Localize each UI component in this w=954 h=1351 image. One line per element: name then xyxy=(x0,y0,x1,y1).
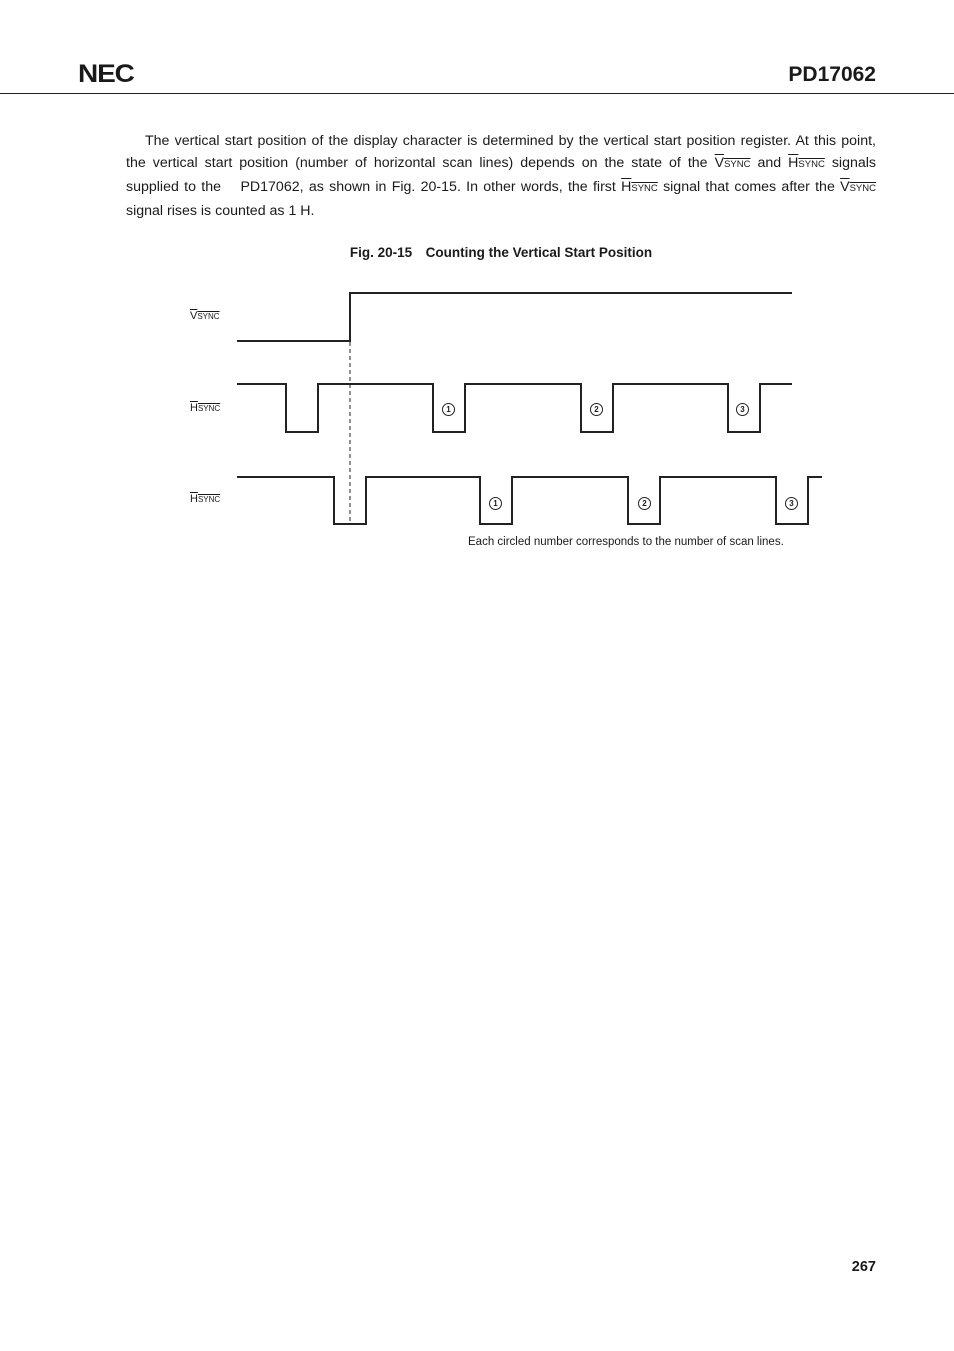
hsync-term: HSYNC xyxy=(788,155,825,171)
signal-label-vsync: VSYNC xyxy=(190,310,220,322)
hsync-waveform-1 xyxy=(237,384,792,432)
signal-label-hsync-1: HSYNC xyxy=(190,402,221,414)
count-marker-3-row2: 3 xyxy=(785,497,798,510)
count-marker-3-row1: 3 xyxy=(736,403,749,416)
part-number: PD17062 xyxy=(788,63,876,86)
para-text-2: and xyxy=(750,155,789,171)
para-text-1: The vertical start position of the display character is determined by the vertical start position register. At this point, the vertical start position (number of horizontal scan lines) depends on the state of the xyxy=(126,133,876,171)
para-text-3: signals supplied to the PD17062, as shown in Fig. 20-15. In other words, the first xyxy=(126,155,876,195)
count-marker-2-row2: 2 xyxy=(638,497,651,510)
hsync-waveform-2 xyxy=(237,477,822,524)
page-number: 267 xyxy=(851,1259,876,1275)
vsync-term: VSYNC xyxy=(714,155,751,171)
hsync-term: HSYNC xyxy=(621,179,658,195)
count-marker-2-row1: 2 xyxy=(590,403,603,416)
para-text-5: signal rises is counted as 1 H. xyxy=(126,203,315,219)
signal-label-hsync-2: HSYNC xyxy=(190,493,221,505)
figure-note: Each circled number corresponds to the number of scan lines. xyxy=(468,536,784,548)
vsync-term: VSYNC xyxy=(840,179,876,195)
count-marker-1-row1: 1 xyxy=(442,403,455,416)
count-marker-1-row2: 1 xyxy=(489,497,502,510)
figure-title: Fig. 20-15 Counting the Vertical Start Position xyxy=(349,245,653,260)
para-text-4: signal that comes after the xyxy=(657,179,841,195)
nec-logo: NEC xyxy=(78,60,134,88)
vsync-waveform xyxy=(237,293,792,341)
